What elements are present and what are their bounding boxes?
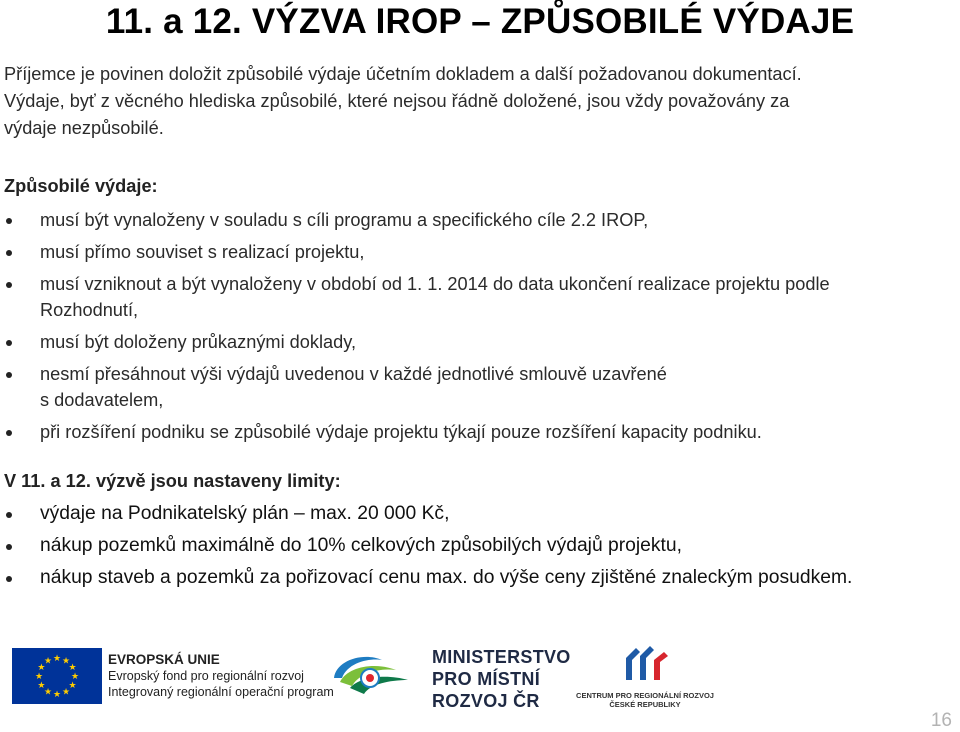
bullet-icon	[6, 576, 12, 582]
logo-footer	[0, 638, 960, 711]
eu-star-icon: ★	[43, 655, 53, 666]
eu-star-icon: ★	[37, 680, 46, 690]
eu-star-icon: ★	[52, 653, 62, 663]
crr-logo-text: CENTRUM PRO REGIONÁLNÍ ROZVOJ ČESKÉ REPUBLIKY	[576, 691, 714, 709]
eu-star-icon: ★	[68, 662, 77, 672]
list-item: musí být vynaloženy v souladu s cíli programu a specifického cíle 2.2 IROP,	[0, 207, 958, 233]
eu-star-icon: ★	[43, 686, 53, 697]
intro-line: Výdaje, byť z věcného hlediska způsobilé, které nejsou řádně doložené, jsou vždy považovány za	[4, 91, 790, 111]
section-heading-limits: V 11. a 12. výzvě jsou nastaveny limity:	[4, 471, 341, 491]
intro-paragraph	[4, 61, 954, 142]
list-item: musí vzniknout a být vynaloženy v období od 1. 1. 2014 do data ukončení realizace projektu podle Rozhodnutí,	[0, 271, 958, 323]
bullet-icon	[6, 430, 12, 436]
eligible-expenses-list	[0, 207, 958, 445]
eu-star-icon: ★	[68, 680, 77, 690]
eu-star-icon: ★	[61, 686, 71, 697]
eu-star-icon: ★	[70, 671, 80, 681]
bullet-icon	[6, 218, 12, 224]
limits-list	[0, 499, 958, 593]
eu-star-icon: ★	[37, 662, 46, 672]
list-item: nákup pozemků maximálně do 10% celkových způsobilých výdajů projektu,	[0, 531, 958, 561]
page-title: 11. a 12. VÝZVA IROP – ZPŮSOBILÉ VÝDAJE	[105, 2, 855, 41]
ministry-logo-text: MINISTERSTVO PRO MÍSTNÍ ROZVOJ ČR	[432, 647, 571, 711]
bullet-icon	[6, 544, 12, 550]
bullet-icon	[6, 372, 12, 378]
list-item: při rozšíření podniku se způsobilé výdaje projektu týkají pouze rozšíření kapacity podniku.	[0, 419, 958, 445]
eu-star-icon: ★	[34, 671, 44, 681]
list-item: nesmí přesáhnout výši výdajů uvedenou v každé jednotlivé smlouvě uzavřené s dodavatelem,	[0, 361, 958, 413]
intro-line: výdaje nezpůsobilé.	[4, 118, 164, 138]
list-item: výdaje na Podnikatelský plán – max. 20 000 Kč,	[0, 499, 958, 529]
eu-star-icon: ★	[61, 655, 71, 666]
list-item: musí přímo souviset s realizací projektu,	[0, 239, 958, 265]
bullet-icon	[6, 512, 12, 518]
crr-logo-icon	[610, 642, 680, 686]
eu-flag-icon	[12, 648, 102, 704]
intro-line: Příjemce je povinen doložit způsobilé výdaje účetním dokladem a další požadovanou dokumentací.	[4, 64, 802, 84]
eu-logo-text: EVROPSKÁ UNIE Evropský fond pro regionální rozvoj Integrovaný regionální operační program	[108, 652, 334, 699]
bullet-icon	[6, 282, 12, 288]
bullet-icon	[6, 340, 12, 346]
page-number: 16	[930, 710, 952, 731]
bullet-icon	[6, 250, 12, 256]
czech-funds-logo-icon	[326, 648, 422, 703]
crr-logo-block	[570, 642, 720, 709]
eu-logo-block	[12, 648, 334, 704]
section-heading-eligible: Způsobilé výdaje:	[4, 176, 158, 196]
list-item: nákup staveb a pozemků za pořizovací cenu max. do výše ceny zjištěné znaleckým posudkem.	[0, 563, 958, 593]
list-item: musí být doloženy průkaznými doklady,	[0, 329, 958, 355]
eu-star-icon: ★	[52, 689, 62, 699]
